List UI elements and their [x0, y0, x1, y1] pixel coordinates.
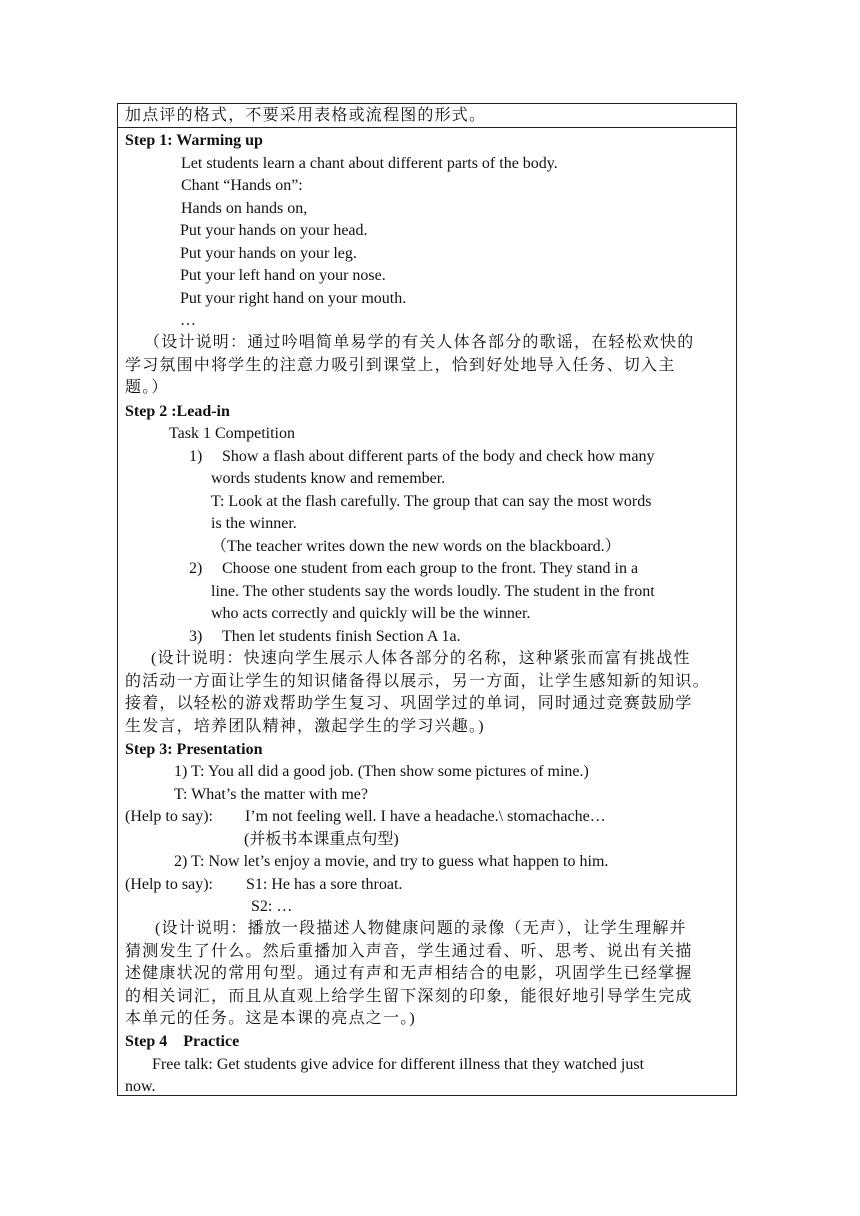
step1-note: （设计说明：通过吟唱简单易学的有关人体各部分的歌谣，在轻松欢快的 [144, 334, 695, 351]
step3-line: 1) T: You all did a good job. (Then show some pictures of mine.) [174, 763, 589, 780]
help-label: (Help to say): [125, 808, 213, 825]
step2-item-line: is the winner. [211, 515, 297, 532]
step3-line: T: What’s the matter with me? [174, 786, 368, 803]
step1-note: 题。） [125, 379, 169, 396]
header-text: 加点评的格式，不要采用表格或流程图的形式。 [125, 107, 487, 124]
step2-note: (设计说明：快速向学生展示人体各部分的名称，这种紧张而富有挑战性 [151, 650, 691, 667]
step2-item-line: （The teacher writes down the new words on the blackboard.） [211, 538, 621, 555]
step2-task: Task 1 Competition [169, 425, 295, 442]
lesson-plan-table [117, 103, 737, 1096]
step2-title: Step 2 :Lead-in [125, 403, 230, 420]
step2-item-num: 2) [189, 560, 203, 577]
step4-line: Free talk: Get students give advice for different illness that they watched just [152, 1056, 645, 1073]
step3-line: 2) T: Now let’s enjoy a movie, and try to guess what happen to him. [174, 853, 609, 870]
step1-line: Put your left hand on your nose. [180, 267, 386, 284]
step2-item-num: 3) [189, 628, 203, 645]
step1-line: Put your right hand on your mouth. [180, 290, 407, 307]
step2-item-line: Choose one student from each group to the front. They stand in a [222, 560, 639, 577]
step1-note: 学习氛围中将学生的注意力吸引到课堂上，恰到好处地导入任务、切入主 [125, 357, 676, 374]
step3-note: (设计说明：播放一段描述人物健康问题的录像（无声），让学生理解并 [155, 920, 687, 937]
board-note: (并板书本课重点句型) [244, 831, 399, 848]
step4-line: now. [125, 1078, 156, 1095]
header-row [118, 104, 736, 128]
help-label: (Help to say): [125, 876, 213, 893]
step1-line: … [180, 312, 196, 329]
step1-line: Let students learn a chant about different parts of the body. [181, 155, 558, 172]
step2-item-line: words students know and remember. [211, 470, 446, 487]
step2-item-line: T: Look at the flash carefully. The group that can say the most words [211, 493, 652, 510]
step1-line: Put your hands on your head. [180, 222, 368, 239]
step1-title: Step 1: Warming up [125, 132, 263, 149]
step2-note: 接着，以轻松的游戏帮助学生复习、巩固学过的单词，同时通过竞赛鼓励学 [125, 695, 693, 712]
step1-line: Put your hands on your leg. [180, 245, 357, 262]
help-text: I’m not feeling well. I have a headache.\ stomachache… [245, 808, 606, 825]
step2-item-line: line. The other students say the words loudly. The student in the front [211, 583, 655, 600]
step2-note: 的活动一方面让学生的知识储备得以展示，另一方面，让学生感知新的知识。 [125, 673, 710, 690]
step3-note: 猜测发生了什么。然后重播加入声音，学生通过看、听、思考、说出有关描 [125, 943, 693, 960]
step2-note: 生发言，培养团队精神，激起学生的学习兴趣。) [125, 718, 485, 735]
step2-item-line: Then let students finish Section A 1a. [222, 628, 461, 645]
step3-title: Step 3: Presentation [125, 741, 263, 758]
step3-note: 的相关词汇，而且从直观上给学生留下深刻的印象，能很好地引导学生完成 [125, 988, 693, 1005]
step1-line: Hands on hands on, [181, 200, 308, 217]
step3-note: 述健康状况的常用句型。通过有声和无声相结合的电影，巩固学生已经掌握 [125, 965, 693, 982]
step4-title: Step 4 Practice [125, 1033, 240, 1050]
step2-item-line: who acts correctly and quickly will be the winner. [211, 605, 531, 622]
help-text: S1: He has a sore throat. [246, 876, 403, 893]
step2-item-line: Show a flash about different parts of the body and check how many [222, 448, 655, 465]
step2-item-num: 1) [189, 448, 203, 465]
step3-note: 本单元的任务。这是本课的亮点之一。) [125, 1010, 416, 1027]
help-text: S2: … [251, 898, 293, 915]
step1-line: Chant “Hands on”: [181, 177, 303, 194]
